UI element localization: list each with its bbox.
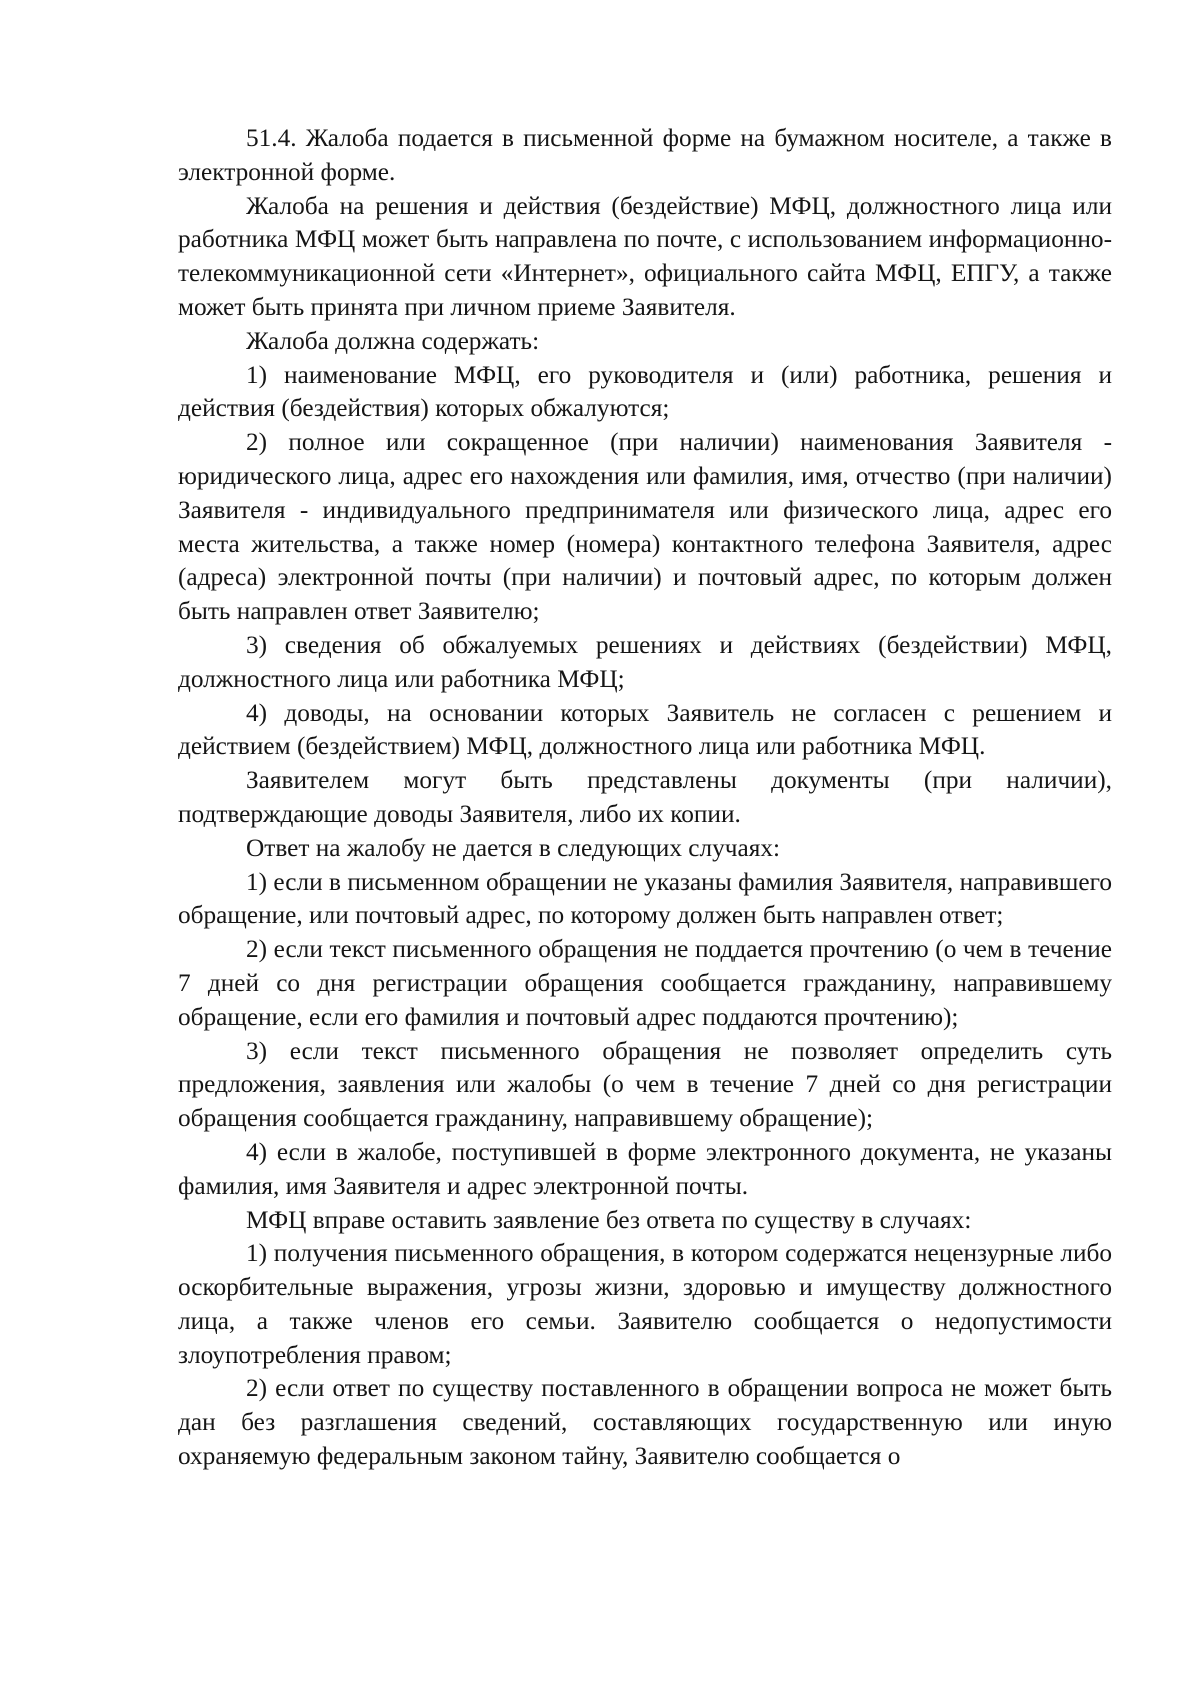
- paragraph-contents-item-1: 1) наименование МФЦ, его руководителя и (или) работника, решения и действия (бездействия) которых обжалуются;: [178, 360, 1112, 423]
- document-body: [178, 122, 1112, 1474]
- paragraph-no-answer-item-3: 3) если текст письменного обращения не позволяет определить суть предложения, заявления или жалобы (о чем в течение 7 дней со дня регистрации обращения сообщается гражданину, направившему обращение);: [178, 1036, 1112, 1133]
- paragraph-no-answer-item-1: 1) если в письменном обращении не указаны фамилия Заявителя, направившего обращение, или почтовый адрес, по которому должен быть направлен ответ;: [178, 867, 1112, 930]
- paragraph-contents-item-2: 2) полное или сокращенное (при наличии) наименования Заявителя - юридического лица, адрес его нахождения или фамилия, имя, отчество (при наличии) Заявителя - индивидуального предпринимателя или физического лица, адрес его места жительства, а также номер (номера) контактного телефона Заявителя, адрес (адреса) электронной почты (при наличии) и почтовый адрес, по которым должен быть направлен ответ Заявителю;: [178, 428, 1112, 626]
- paragraph-no-answer-item-4: 4) если в жалобе, поступившей в форме электронного документа, не указаны фамилия, имя Заявителя и адрес электронной почты.: [178, 1137, 1112, 1200]
- paragraph-supporting-documents: Заявителем могут быть представлены документы (при наличии), подтверждающие доводы Заявителя, либо их копии.: [178, 766, 1112, 828]
- paragraph-contents-item-3: 3) сведения об обжалуемых решениях и действиях (бездействии) МФЦ, должностного лица или работника МФЦ;: [178, 630, 1112, 693]
- paragraph-no-answer-item-2: 2) если текст письменного обращения не поддается прочтению (о чем в течение 7 дней со дня регистрации обращения сообщается гражданину, направившему обращение, если его фамилия и почтовый адрес поддаются прочтению);: [178, 935, 1112, 1031]
- paragraph-complaint-contents-intro: Жалоба должна содержать:: [246, 326, 540, 355]
- paragraph-contents-item-4: 4) доводы, на основании которых Заявитель не согласен с решением и действием (бездействием) МФЦ, должностного лица или работника МФЦ.: [178, 698, 1112, 761]
- paragraph-complaint-form: 51.4. Жалоба подается в письменной форме на бумажном носителе, а также в электронной форме.: [178, 124, 1112, 186]
- paragraph-complaint-channels: Жалоба на решения и действия (бездействие) МФЦ, должностного лица или работника МФЦ может быть направлена по почте, с использованием информационно-телекоммуникационной сети «Интернет», официального сайта МФЦ, ЕПГУ, а также может быть принята при личном приеме Заявителя.: [178, 191, 1112, 321]
- paragraph-leave-unanswered-item-1: 1) получения письменного обращения, в котором содержатся нецензурные либо оскорбительные выражения, угрозы жизни, здоровью и имуществу должностного лица, а также членов его семьи. Заявителю сообщается о недопустимости злоупотребления правом;: [178, 1239, 1112, 1369]
- paragraph-leave-unanswered-intro: МФЦ вправе оставить заявление без ответа по существу в случаях:: [246, 1205, 972, 1234]
- paragraph-no-answer-intro: Ответ на жалобу не дается в следующих случаях:: [246, 833, 781, 862]
- paragraph-leave-unanswered-item-2: 2) если ответ по существу поставленного в обращении вопроса не может быть дан без разглашения сведений, составляющих государственную или иную охраняемую федеральным законом тайну, Заявителю сообщается о: [178, 1374, 1112, 1471]
